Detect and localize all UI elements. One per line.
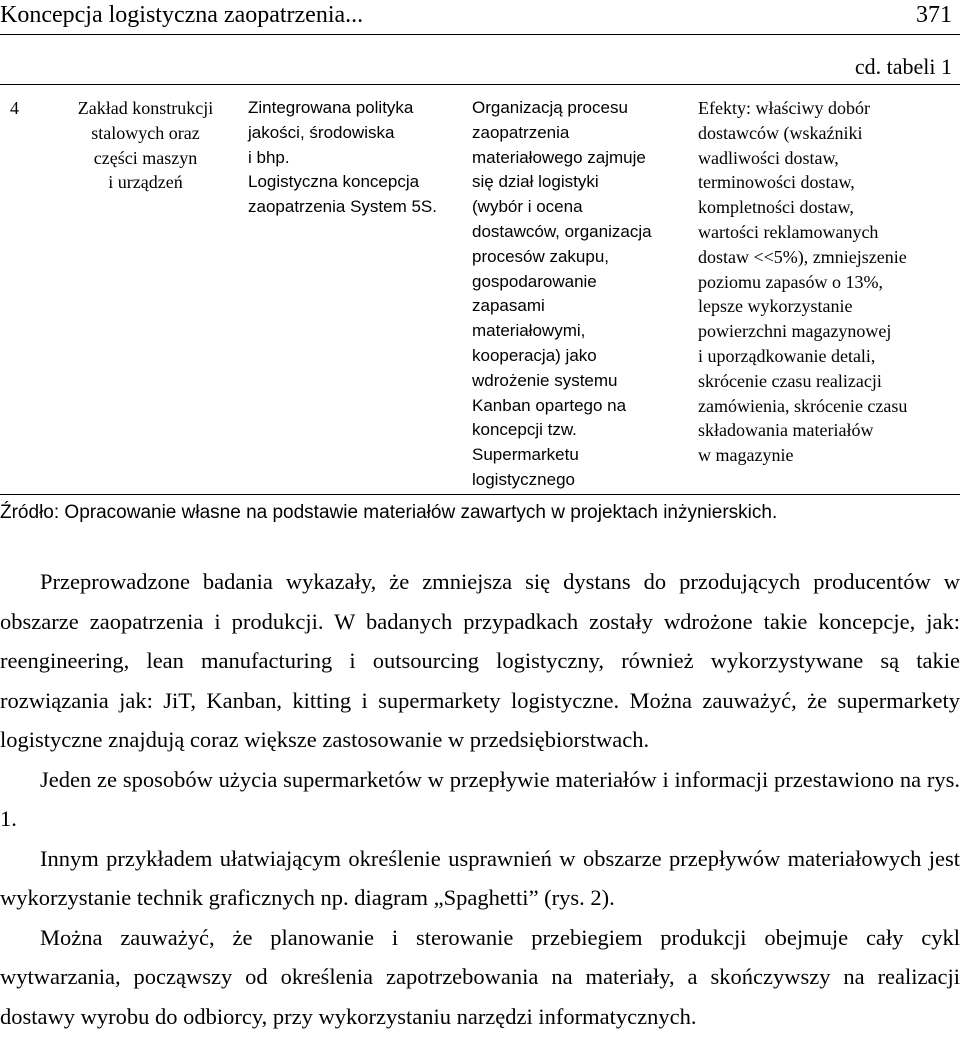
paragraph: Jeden ze sposobów użycia supermarketów w przepływie materiałów i informacji przestawiono na rys. 1. [0,766,960,831]
paragraph: Przeprowadzone badania wykazały, że zmniejsza się dystans do przodujących producentów w obszarze zaopatrzenia i produkcji. W badanych przypadkach zostały wdrożone takie koncepcje, jak: reengineering, lean manufacturing i outsourcing logistyczny, również wykorzystywane są takie rozwiązania jak: JiT, Kanban, kitting i supermarkety logistyczne. Można zauważyć, że supermarkety logistyczne znajdują coraz większe zastosowanie w przedsiębiorstwach. [0,569,960,752]
table-cell-number: 4 [10,98,19,118]
body-text [0,562,960,1036]
page-number: 371 [916,2,952,28]
table-source-note: Źródło: Opracowanie własne na podstawie materiałów zawartych w projektach inżynierskich. [0,502,778,523]
table-bottom-border [0,494,960,495]
paragraph: Można zauważyć, że planowanie i sterowanie przebiegiem produkcji obejmuje cały cykl wytwarzania, począwszy od określenia zapotrzebowania na materiały, a skończywszy na realizacji dostawy wyrobu do odbiorcy, przy wykorzystaniu narzędzi informatycznych. [0,924,960,1029]
paragraph: Innym przykładem ułatwiającym określenie usprawnień w obszarze przepływów materiałowych jest wykorzystanie technik graficznych np. diagram „Spaghetti” (rys. 2). [0,845,960,910]
running-header [0,0,960,34]
table-cell-enterprise: Zakład konstrukcji stalowych oraz części maszyn i urządzeń [77,98,214,193]
table-cell-organization: Organizacją procesu zaopatrzenia materiałowego zajmuje się dział logistyki (wybór i ocena dostawców, organizacja procesów zakupu, gospodarowanie zapasami materiałowymi, kooperacja) jako wdrożenie systemu Kanban opartego na koncepcji tzw. Supermarketu logistycznego [472,98,652,489]
table-top-border [0,84,960,85]
running-title: Koncepcja logistyczna zaopatrzenia... [0,2,364,28]
header-divider [0,34,960,35]
table-continuation-label: cd. tabeli 1 [854,54,952,79]
table-cell-effects: Efekty: właściwy dobór dostawców (wskaźniki wadliwości dostaw, terminowości dostaw, kompletności dostaw, wartości reklamowanych dostaw <<5%), zmniejszenie poziomu zapasów o 13%, lepsze wykorzystanie powierzchni magazynowej i uporządkowanie detali, skrócenie czasu realizacji zamówienia, skrócenie czasu składowania materiałów w magazynie [698,98,908,466]
table-cell-policy: Zintegrowana polityka jakości, środowiska i bhp. Logistyczna koncepcja zaopatrzenia System 5S. [248,98,437,217]
